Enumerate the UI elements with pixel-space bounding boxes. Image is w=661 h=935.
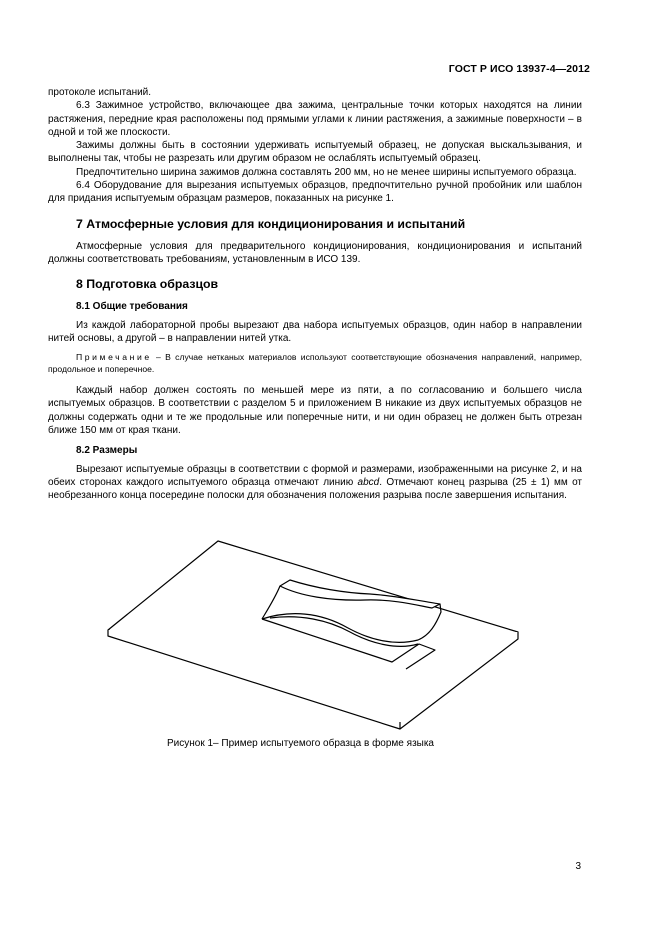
paragraph: Из каждой лабораторной пробы вырезают два набора испытуемых образцов, один набор в направлении нитей основы, а другой – в направлении нитей утка.: [48, 319, 582, 344]
paragraph: 6.4 Оборудование для вырезания испытуемых образцов, предпочтительно ручной пробойник или шаблон для придания испытуемым образцам размеров, показанных на рисунке 1.: [48, 180, 582, 205]
subsection-heading: 8.1 Общие требования: [76, 301, 188, 313]
text-run: . Отмечают конец разрыва (25 ± 1) мм от необрезанного конца посередине полоски для обозначения положения разрыва после завершения испытания.: [48, 476, 583, 502]
fabric-sheet-edge: [108, 630, 518, 729]
paragraph: Зажимы должны быть в состоянии удерживать испытуемый образец, не допуская выскальзывания, и выполнены так, чтобы не разрезать или другим образом не ослаблять испытуемый образец.: [48, 140, 582, 165]
text-run-italic: abcd: [357, 476, 380, 488]
paragraph: Каждый набор должен состоять по меньшей мере из пяти, а по согласованию и большего числа испытуемых образцов. В соответствии с разделом 5 и приложением B никакие из двух испытуемых образцов не должны содержать одни и те же продольные или поперечные нити, и ни один образец не должен быть отрезан ближе 150 мм от края ткани.: [48, 385, 582, 437]
note: [48, 351, 582, 375]
note-label: Примечание: [76, 352, 152, 363]
paragraph: [48, 463, 582, 503]
note-text: – В случае нетканых материалов используют соответствующие обозначения направлений, например, продольное и поперечное.: [48, 352, 582, 375]
section-heading: 8 Подготовка образцов: [76, 277, 219, 292]
paragraph: 6.3 Зажимное устройство, включающее два зажима, центральные точки которых находятся на линии растяжения, передние края расположены под прямыми углами к линии растяжения, а зажимные поверхности – в одной и той же плоскости.: [48, 100, 582, 138]
paragraph: Атмосферные условия для предварительного кондиционирования, кондиционирования и испытаний должны соответствовать требованиям, установленным в ИСО 139.: [48, 240, 582, 265]
figure-caption: Рисунок 1– Пример испытуемого образца в форме языка: [167, 738, 434, 749]
section-heading: 7 Атмосферные условия для кондиционирования и испытаний: [76, 216, 466, 231]
text-run: Вырезают испытуемые образцы в соответствии с формой и размерами, изображенными на рисунке 2, и на обеих сторонах каждого испытуемого образца отмечают линию: [48, 463, 582, 488]
document-header: ГОСТ Р ИСО 13937-4—2012: [448, 63, 590, 75]
subsection-heading: 8.2 Размеры: [76, 445, 138, 457]
paragraph: протоколе испытаний.: [48, 87, 152, 98]
paragraph: Предпочтительно ширина зажимов должна составлять 200 мм, но не менее ширины испытуемого образца.: [76, 166, 577, 178]
page-content: [48, 86, 582, 503]
page-number: 3: [575, 861, 581, 872]
figure-specimen-illustration: [100, 536, 560, 736]
